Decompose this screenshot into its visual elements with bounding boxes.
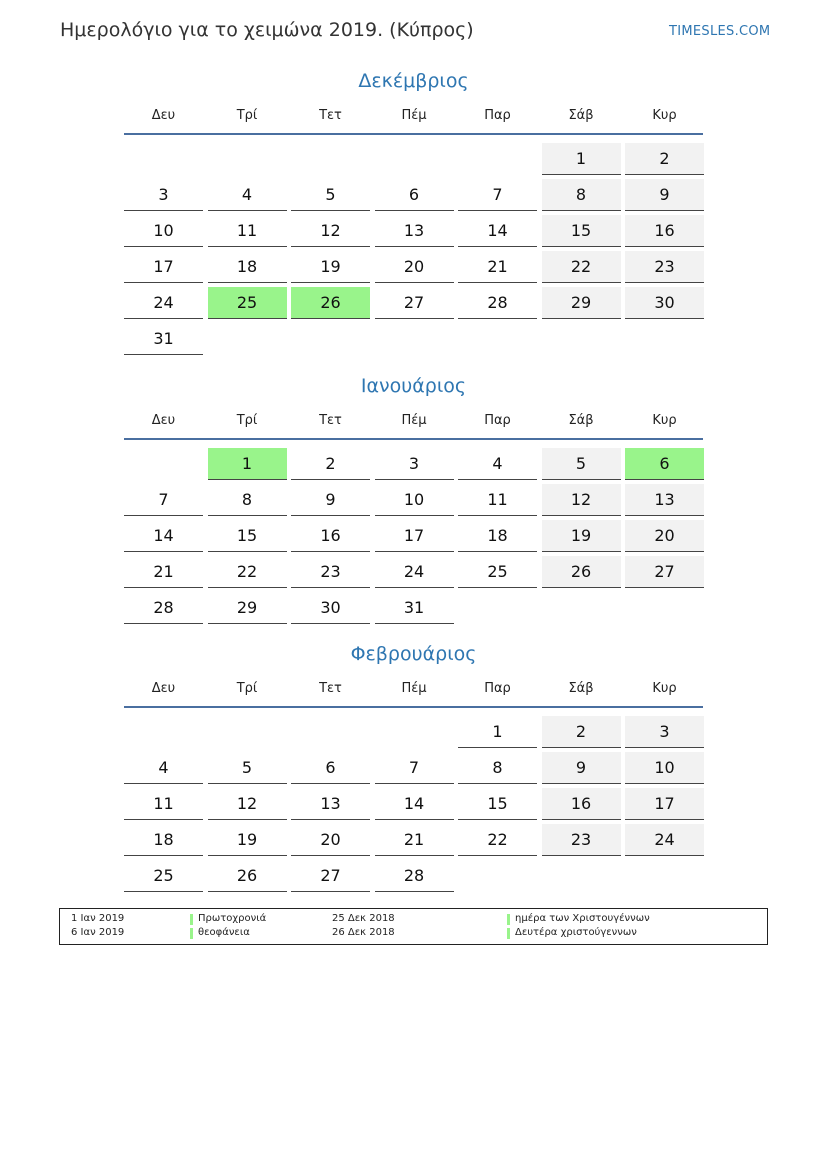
day-cell: 24 <box>124 287 203 319</box>
day-cell: 18 <box>208 251 287 283</box>
day-cell: 9 <box>542 752 621 784</box>
day-cell: 19 <box>208 824 287 856</box>
day-cell: 12 <box>542 484 621 516</box>
month-title: Δεκέμβριος <box>358 70 469 92</box>
day-cell: 17 <box>625 788 704 820</box>
legend-holiday-name: Πρωτοχρονιά <box>198 913 267 924</box>
legend-color-mark <box>507 914 510 925</box>
day-cell: 23 <box>291 556 370 588</box>
day-cell: 26 <box>208 860 287 892</box>
day-cell: 27 <box>625 556 704 588</box>
day-cell: 2 <box>542 716 621 748</box>
day-cell: 27 <box>375 287 454 319</box>
day-cell: 16 <box>542 788 621 820</box>
day-cell: 12 <box>291 215 370 247</box>
header-divider <box>124 438 703 440</box>
header-divider <box>124 133 703 135</box>
day-cell: 26 <box>542 556 621 588</box>
day-cell: 2 <box>625 143 704 175</box>
weekday-header: Τρί <box>236 108 258 123</box>
legend-holiday-name: Δευτέρα χριστούγεννων <box>515 927 637 938</box>
day-cell: 29 <box>542 287 621 319</box>
weekday-header: Πέμ <box>401 413 427 428</box>
weekday-header: Τετ <box>319 108 342 123</box>
day-cell: 30 <box>625 287 704 319</box>
day-cell: 8 <box>208 484 287 516</box>
day-cell: 15 <box>208 520 287 552</box>
month-title: Ιανουάριος <box>360 375 467 397</box>
weekday-header: Τρί <box>236 413 258 428</box>
day-cell: 30 <box>291 592 370 624</box>
day-cell: 7 <box>124 484 203 516</box>
weekday-header: Δευ <box>151 681 176 696</box>
day-cell: 31 <box>124 323 203 355</box>
day-cell: 10 <box>124 215 203 247</box>
weekday-header: Δευ <box>151 108 176 123</box>
day-cell: 17 <box>124 251 203 283</box>
legend-holiday-name: ημέρα των Χριστουγέννων <box>515 913 650 924</box>
day-cell: 3 <box>124 179 203 211</box>
day-cell: 14 <box>458 215 537 247</box>
day-cell: 14 <box>124 520 203 552</box>
month-title: Φεβρουάριος <box>350 643 477 665</box>
day-cell: 12 <box>208 788 287 820</box>
legend-date: 25 Δεκ 2018 <box>332 913 395 924</box>
day-cell: 21 <box>458 251 537 283</box>
day-cell: 22 <box>458 824 537 856</box>
holiday-day-cell: 1 <box>208 448 287 480</box>
day-cell: 20 <box>291 824 370 856</box>
header-divider <box>124 706 703 708</box>
day-cell: 28 <box>124 592 203 624</box>
day-cell: 4 <box>208 179 287 211</box>
day-cell: 29 <box>208 592 287 624</box>
day-cell: 5 <box>542 448 621 480</box>
day-cell: 1 <box>458 716 537 748</box>
day-cell: 5 <box>291 179 370 211</box>
holiday-legend <box>59 908 768 945</box>
holiday-day-cell: 25 <box>208 287 287 319</box>
day-cell: 24 <box>375 556 454 588</box>
page-title: Ημερολόγιο για το χειμώνα 2019. (Κύπρος) <box>60 19 474 41</box>
day-cell: 11 <box>124 788 203 820</box>
day-cell: 8 <box>542 179 621 211</box>
legend-date: 1 Ιαν 2019 <box>71 913 125 924</box>
day-cell: 16 <box>291 520 370 552</box>
weekday-header: Τρί <box>236 681 258 696</box>
weekday-header: Πέμ <box>401 108 427 123</box>
weekday-header: Τετ <box>319 413 342 428</box>
day-cell: 21 <box>375 824 454 856</box>
day-cell: 22 <box>542 251 621 283</box>
day-cell: 28 <box>375 860 454 892</box>
day-cell: 6 <box>375 179 454 211</box>
day-cell: 22 <box>208 556 287 588</box>
holiday-day-cell: 26 <box>291 287 370 319</box>
legend-color-mark <box>190 928 193 939</box>
day-cell: 11 <box>458 484 537 516</box>
legend-color-mark <box>507 928 510 939</box>
day-cell: 21 <box>124 556 203 588</box>
day-cell: 19 <box>291 251 370 283</box>
day-cell: 15 <box>542 215 621 247</box>
weekday-header: Σάβ <box>568 413 594 428</box>
day-cell: 11 <box>208 215 287 247</box>
day-cell: 23 <box>625 251 704 283</box>
day-cell: 13 <box>375 215 454 247</box>
weekday-header: Παρ <box>484 413 511 428</box>
day-cell: 25 <box>458 556 537 588</box>
day-cell: 18 <box>124 824 203 856</box>
day-cell: 27 <box>291 860 370 892</box>
weekday-header: Παρ <box>484 108 511 123</box>
day-cell: 16 <box>625 215 704 247</box>
day-cell: 24 <box>625 824 704 856</box>
day-cell: 23 <box>542 824 621 856</box>
day-cell: 1 <box>542 143 621 175</box>
legend-color-mark <box>190 914 193 925</box>
day-cell: 25 <box>124 860 203 892</box>
day-cell: 2 <box>291 448 370 480</box>
legend-holiday-name: θεοφάνεια <box>198 927 250 938</box>
day-cell: 7 <box>458 179 537 211</box>
legend-date: 26 Δεκ 2018 <box>332 927 395 938</box>
weekday-header: Πέμ <box>401 681 427 696</box>
day-cell: 3 <box>375 448 454 480</box>
day-cell: 4 <box>124 752 203 784</box>
day-cell: 6 <box>291 752 370 784</box>
weekday-header: Κυρ <box>652 681 677 696</box>
weekday-header: Παρ <box>484 681 511 696</box>
day-cell: 20 <box>625 520 704 552</box>
weekday-header: Σάβ <box>568 681 594 696</box>
weekday-header: Κυρ <box>652 108 677 123</box>
legend-date: 6 Ιαν 2019 <box>71 927 125 938</box>
day-cell: 10 <box>625 752 704 784</box>
day-cell: 31 <box>375 592 454 624</box>
day-cell: 14 <box>375 788 454 820</box>
weekday-header: Τετ <box>319 681 342 696</box>
day-cell: 17 <box>375 520 454 552</box>
weekday-header: Δευ <box>151 413 176 428</box>
day-cell: 19 <box>542 520 621 552</box>
day-cell: 9 <box>291 484 370 516</box>
weekday-header: Σάβ <box>568 108 594 123</box>
day-cell: 13 <box>291 788 370 820</box>
site-brand-link[interactable]: TIMESLES.COM <box>669 24 771 39</box>
day-cell: 20 <box>375 251 454 283</box>
day-cell: 18 <box>458 520 537 552</box>
weekday-header: Κυρ <box>652 413 677 428</box>
holiday-day-cell: 6 <box>625 448 704 480</box>
day-cell: 8 <box>458 752 537 784</box>
day-cell: 9 <box>625 179 704 211</box>
day-cell: 28 <box>458 287 537 319</box>
day-cell: 10 <box>375 484 454 516</box>
day-cell: 13 <box>625 484 704 516</box>
day-cell: 7 <box>375 752 454 784</box>
day-cell: 4 <box>458 448 537 480</box>
day-cell: 15 <box>458 788 537 820</box>
day-cell: 3 <box>625 716 704 748</box>
day-cell: 5 <box>208 752 287 784</box>
